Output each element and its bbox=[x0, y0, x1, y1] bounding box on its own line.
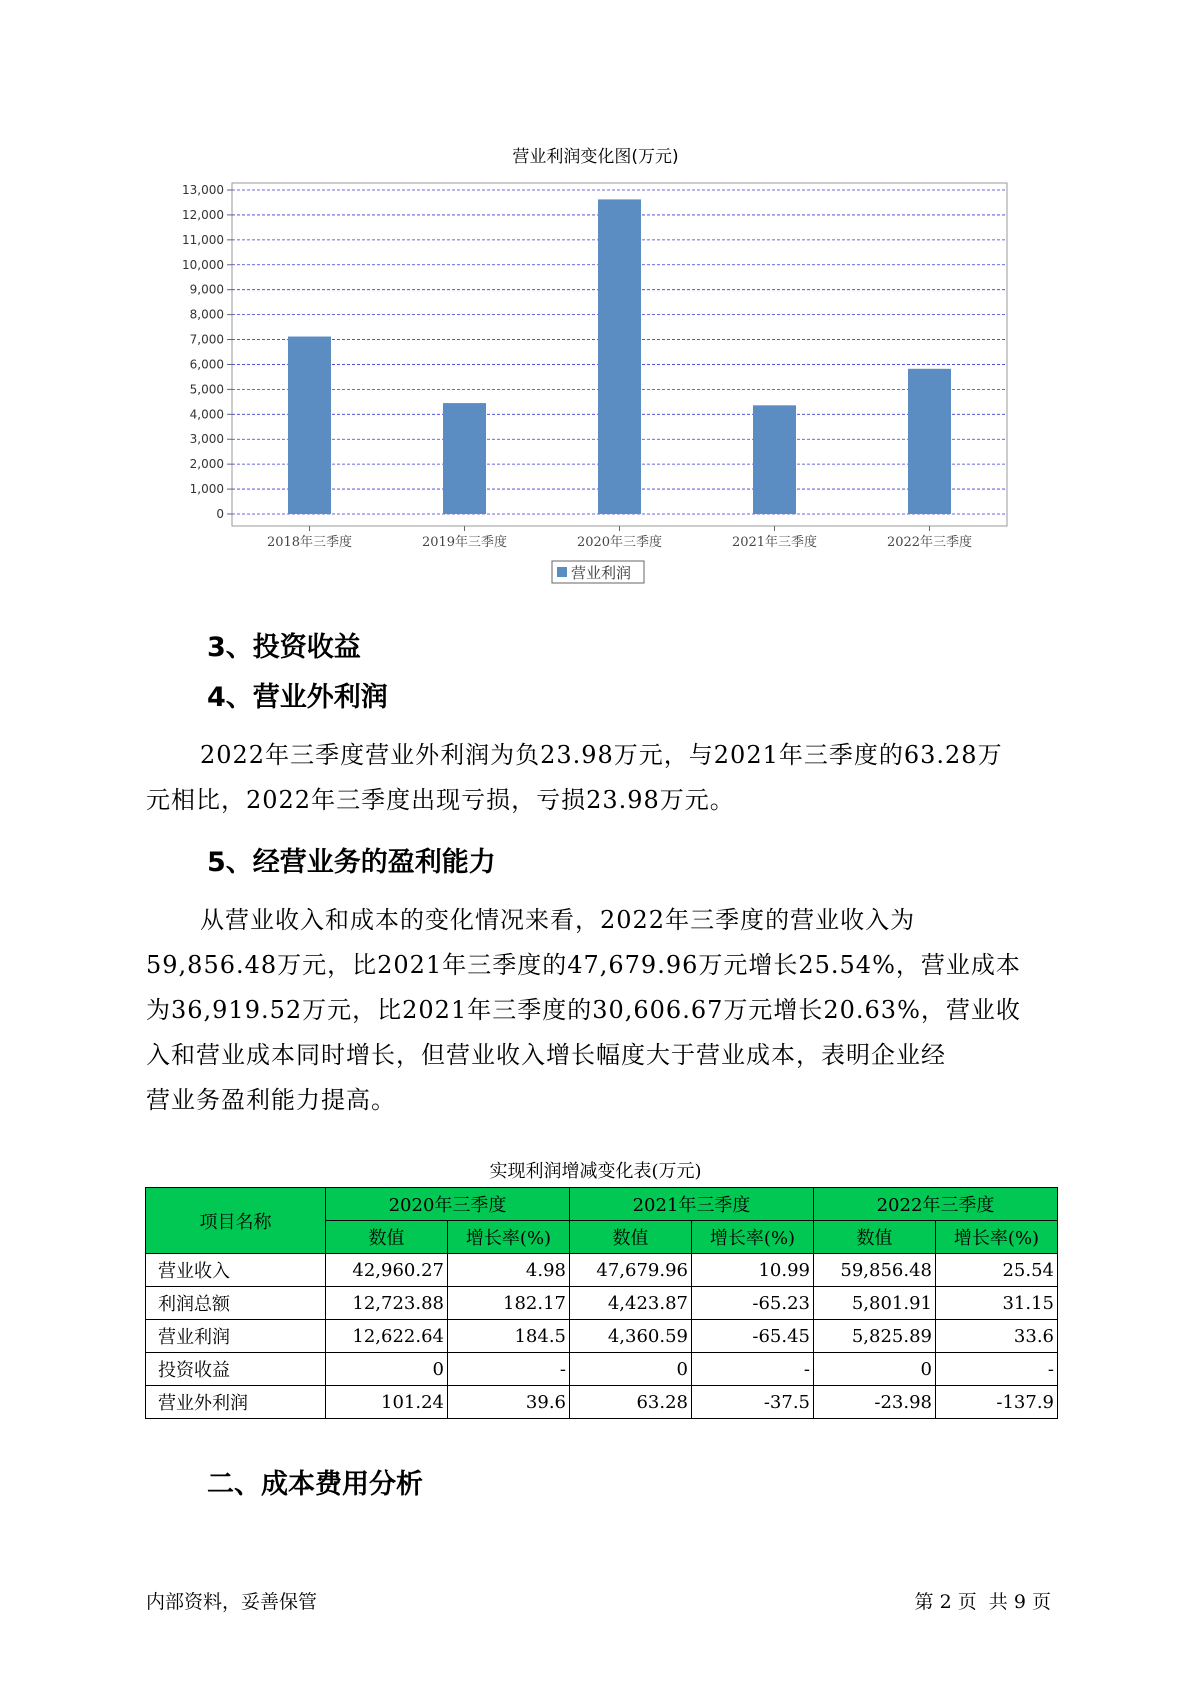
table-cell: 5,801.91 bbox=[814, 1287, 936, 1320]
table-cell: 5,825.89 bbox=[814, 1320, 936, 1353]
table-cell: - bbox=[692, 1353, 814, 1386]
y-tick-label: 13,000 bbox=[182, 183, 224, 197]
paragraph-line: 入和营业成本同时增长，但营业收入增长幅度大于营业成本，表明企业经 bbox=[146, 1041, 946, 1069]
table-cell: 47,679.96 bbox=[570, 1254, 692, 1287]
section-heading-non-operating-profit: 4、营业外利润 bbox=[207, 682, 388, 713]
table-cell: -137.9 bbox=[936, 1386, 1058, 1419]
header-value: 数值 bbox=[814, 1221, 936, 1254]
table-row bbox=[146, 1353, 1058, 1386]
x-tick-label: 2018年三季度 bbox=[266, 535, 353, 550]
paragraph-line: 元相比，2022年三季度出现亏损，亏损23.98万元。 bbox=[146, 786, 735, 814]
table-cell: - bbox=[936, 1353, 1058, 1386]
profit-change-table bbox=[145, 1187, 1058, 1419]
table-row bbox=[146, 1254, 1058, 1287]
footer-page-number bbox=[915, 1587, 1052, 1614]
y-tick-label: 4,000 bbox=[189, 407, 224, 422]
section-heading-cost-analysis: 二、成本费用分析 bbox=[207, 1469, 423, 1500]
y-tick-label: 12,000 bbox=[182, 207, 224, 222]
y-tick-label: 3,000 bbox=[189, 432, 224, 447]
legend-label: 营业利润 bbox=[571, 564, 632, 582]
operating-profit-chart bbox=[0, 0, 1191, 600]
header-rate: 增长率(%) bbox=[448, 1221, 570, 1254]
table-cell: 12,622.64 bbox=[326, 1320, 448, 1353]
y-tick-label: 8,000 bbox=[189, 307, 224, 322]
row-name: 投资收益 bbox=[146, 1353, 326, 1386]
y-tick-label: 7,000 bbox=[189, 332, 224, 347]
table-cell: 10.99 bbox=[692, 1254, 814, 1287]
table-cell: 182.17 bbox=[448, 1287, 570, 1320]
table-cell: 4,360.59 bbox=[570, 1320, 692, 1353]
paragraph-non-operating-profit bbox=[146, 733, 1046, 823]
legend-swatch bbox=[557, 567, 567, 577]
table-cell: 33.6 bbox=[936, 1320, 1058, 1353]
header-rate: 增长率(%) bbox=[936, 1221, 1058, 1254]
table-cell: 0 bbox=[326, 1353, 448, 1386]
section-heading-profitability: 5、经营业务的盈利能力 bbox=[207, 847, 496, 878]
section-heading-investment-income: 3、投资收益 bbox=[207, 632, 361, 663]
y-tick-label: 9,000 bbox=[189, 282, 224, 297]
paragraph-profitability bbox=[146, 898, 1046, 1123]
bar bbox=[288, 337, 331, 514]
table-cell: 184.5 bbox=[448, 1320, 570, 1353]
x-tick-label: 2019年三季度 bbox=[421, 535, 508, 550]
table-cell: -23.98 bbox=[814, 1386, 936, 1419]
paragraph-line: 营业务盈利能力提高。 bbox=[146, 1086, 396, 1114]
bar bbox=[908, 369, 951, 514]
table-cell: - bbox=[448, 1353, 570, 1386]
total-pages: 9 bbox=[1013, 1591, 1026, 1613]
y-tick-label: 5,000 bbox=[189, 382, 224, 397]
row-name: 利润总额 bbox=[146, 1287, 326, 1320]
table-cell: 31.15 bbox=[936, 1287, 1058, 1320]
table-cell: 4,423.87 bbox=[570, 1287, 692, 1320]
current-page: 2 bbox=[939, 1591, 952, 1613]
header-period: 2021年三季度 bbox=[570, 1188, 814, 1221]
table-cell: 39.6 bbox=[448, 1386, 570, 1419]
bar bbox=[443, 403, 486, 514]
y-tick-label: 0 bbox=[216, 507, 224, 521]
paragraph-line: 从营业收入和成本的变化情况来看，2022年三季度的营业收入为 bbox=[200, 906, 916, 934]
bar bbox=[598, 199, 641, 514]
table-cell: 12,723.88 bbox=[326, 1287, 448, 1320]
paragraph-line: 为36,919.52万元，比2021年三季度的30,606.67万元增长20.63%，营业收 bbox=[146, 996, 1021, 1024]
page-mid: 页 共 bbox=[957, 1591, 1008, 1613]
table-cell: -37.5 bbox=[692, 1386, 814, 1419]
table-cell: 0 bbox=[570, 1353, 692, 1386]
y-tick-label: 1,000 bbox=[189, 482, 224, 497]
x-tick-label: 2020年三季度 bbox=[576, 535, 663, 550]
table-cell: 59,856.48 bbox=[814, 1254, 936, 1287]
table-caption: 实现利润增减变化表(万元) bbox=[489, 1161, 702, 1182]
y-tick-label: 11,000 bbox=[182, 232, 224, 247]
table-cell: 101.24 bbox=[326, 1386, 448, 1419]
header-rate: 增长率(%) bbox=[692, 1221, 814, 1254]
paragraph-line: 59,856.48万元，比2021年三季度的47,679.96万元增长25.54%，营业成本 bbox=[146, 951, 1021, 979]
table-row bbox=[146, 1287, 1058, 1320]
table-cell: -65.23 bbox=[692, 1287, 814, 1320]
header-item-name: 项目名称 bbox=[146, 1188, 326, 1254]
row-name: 营业利润 bbox=[146, 1320, 326, 1353]
paragraph-line: 2022年三季度营业外利润为负23.98万元，与2021年三季度的63.28万 bbox=[200, 741, 1003, 769]
table-cell: -65.45 bbox=[692, 1320, 814, 1353]
row-name: 营业收入 bbox=[146, 1254, 326, 1287]
row-name: 营业外利润 bbox=[146, 1386, 326, 1419]
bar bbox=[753, 405, 796, 514]
x-tick-label: 2022年三季度 bbox=[886, 535, 973, 550]
page-prefix: 第 bbox=[914, 1591, 934, 1613]
footer-confidential-note: 内部资料，妥善保管 bbox=[146, 1591, 318, 1613]
header-period: 2022年三季度 bbox=[814, 1188, 1058, 1221]
header-value: 数值 bbox=[326, 1221, 448, 1254]
header-period: 2020年三季度 bbox=[326, 1188, 570, 1221]
table-cell: 0 bbox=[814, 1353, 936, 1386]
header-value: 数值 bbox=[570, 1221, 692, 1254]
table-cell: 25.54 bbox=[936, 1254, 1058, 1287]
table-cell: 4.98 bbox=[448, 1254, 570, 1287]
y-tick-label: 2,000 bbox=[189, 457, 224, 472]
table-cell: 63.28 bbox=[570, 1386, 692, 1419]
page-suffix: 页 bbox=[1031, 1591, 1051, 1613]
y-tick-label: 10,000 bbox=[182, 257, 224, 272]
y-tick-label: 6,000 bbox=[189, 357, 224, 372]
chart-title: 营业利润变化图(万元) bbox=[512, 147, 679, 167]
table-row bbox=[146, 1320, 1058, 1353]
table-cell: 42,960.27 bbox=[326, 1254, 448, 1287]
table-header-row bbox=[146, 1188, 1058, 1221]
table-row bbox=[146, 1386, 1058, 1419]
x-tick-label: 2021年三季度 bbox=[731, 535, 818, 550]
